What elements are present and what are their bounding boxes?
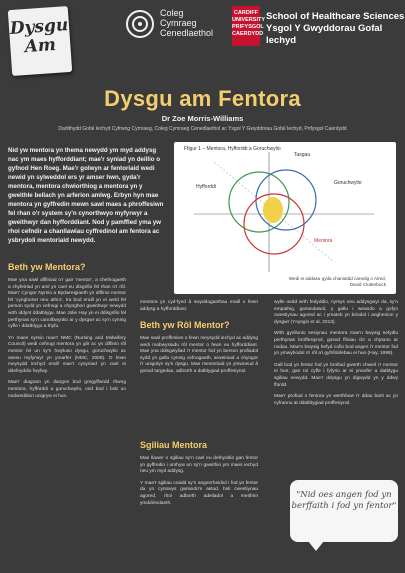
- col1-paragraph: Yn maes nyrsio mae'r NMC (Nursing and Midwifery Council) wedi cefnogi mentora yn glir ac yn diffinio rôl mentor fel un sy'n hwyluso dysgu, goruchwylio ac asesu myfyrwyr yn ymarfer (NMC, 2008). O fewn meysydd iechyd eraill mae'r cysyniad yn cael ei ddefnyddio fwyfwy.: [8, 335, 126, 374]
- coleg-line2: Cymraeg: [160, 18, 197, 28]
- heading-sgiliau: Sgiliau Mentora: [140, 440, 208, 450]
- column-2-top: [140, 300, 258, 318]
- col1-paragraph: Mae'r diagram yn dangos bod gorgyffwrdd rhwng mentora, hyfforddi a goruchwylio, ond bod i bob un nodweddion unigryw ei hun.: [8, 380, 126, 399]
- school-en: School of Healthcare Sciences: [266, 11, 405, 22]
- affiliation: Darlithydd Gofal Iechyd Cyfrwng Cymraeg, Coleg Cymraeg Cenedlaethol ac Ysgol Y Gwyddorau Gofal Iechyd, Prifysgol Caerdydd: [58, 126, 347, 132]
- col3-paragraph: wylle oedd wrth fedyddio, nyrsys neu addysgwyr da, sy'n empathig, gwrandawol, y gallu i weando a gofyn cwestiynau agored ac i ymateb yn briodol i anghenion y dysgwr (Ynysgin et al, 2013).: [274, 300, 398, 325]
- cardiff-line1: CARDIFF: [233, 10, 259, 16]
- col3-paragraph: Mae'r profiad o fentora yn werthfawr i'r ddau barti ac yn cyfrannu at ddatblygiad proffesiynol.: [274, 394, 398, 406]
- dysgu-am-badge: [8, 6, 72, 76]
- header: [0, 0, 405, 82]
- coleg-logo-text: [160, 8, 213, 38]
- coleg-logo-icon: [125, 9, 155, 39]
- col2-paragraph: mentora yn cyd-fynd â swyddogaethau eraill o fewn addysg a hyfforddiant.: [140, 300, 258, 312]
- figure-note: Wedi ei addasu gyda chaniatâd caredig o Alred, David Clutterbuck: [288, 276, 386, 287]
- column-2-bottom: [140, 456, 258, 512]
- label-goruchwylio: Goruchwylio: [334, 180, 362, 186]
- cardiff-university-logo: [232, 6, 266, 46]
- venn-diagram: [174, 142, 396, 294]
- column-1: [8, 278, 126, 405]
- figure-caption: Ffigur 1 – Mentora, Hyfforddi a Goruchwylio: [184, 146, 281, 152]
- cardiff-line2: UNIVERSITY: [232, 17, 266, 23]
- goruchwylio-circle: [256, 170, 316, 230]
- col2-paragraph: Mae llawer o sgiliau sy'n cael eu defnyddio gan fentor yn gyffredin i unrhyw un sy'n gweithio ym maes iechyd neu ym myd addysg.: [140, 456, 258, 475]
- col2-paragraph: Y mae'r sgiliau craidd sy'n angenrheidiol i fod yn fentor da yn cynnwys gwrando'n astud, holi cwestiynau agored, rhoi adborth adeiladol a meithrin ymddiriedaeth.: [140, 480, 258, 506]
- school-cy: Ysgol Y Gwyddorau Gofal Iechyd: [266, 23, 383, 46]
- coleg-line1: Coleg: [160, 8, 184, 18]
- col3-paragraph: Wrth gynllunio sesiynau mentora mae'n bwysig sefydlu perthynas broffesiynol, gosod ffiniau clir a chytuno ar nodau. Mae'n bwysig hefyd cofio bod angen i'r mentor fod yn ymwybodol o'i rôl a'i gyfrifoldebau ei hun (Hay, 1999).: [274, 331, 398, 357]
- page-title: Dysgu am Fentora: [104, 86, 301, 111]
- cardiff-line4: CAERDYDD: [232, 31, 264, 37]
- school-name: [266, 11, 405, 47]
- author: Dr Zoe Morris-Williams: [161, 114, 244, 123]
- overlap-area: [263, 197, 283, 223]
- badge-line1: Dysgu: [9, 15, 69, 40]
- venn-figure: [174, 142, 396, 294]
- cardiff-line3: PRIFYSGOL: [232, 24, 264, 30]
- label-tasgau: Tasgau: [294, 152, 311, 158]
- column-2: [140, 336, 258, 381]
- label-hyfforddi: Hyfforddi: [196, 184, 216, 190]
- coleg-line3: Cenedlaethol: [160, 28, 214, 38]
- col1-paragraph: Mae yna sawl diffiniad o'r gair 'mentor', a chefnogaeth a chyfeiriad yn aml yn cael eu disgrifio fel rhan o'r rôl. Mae'r Cyngor Nyrsio a Bydwreigiaeth yn diffinio mentor fel 'cynghorwr neu athro', tra bod eraill yn ei weld fel person sydd yn cefnogi a chynghori gweithwyr newydd wrth iddynt ddatblygu. Mae Jolie Hay yn ei ddisgrifio fel perthynas sy'n canolbwyntio ar y dysgwr ac sy'n cynnig cyfle i ddatblygu a thyfu.: [8, 278, 126, 330]
- heading-beth-mentora: Beth yw Mentora?: [8, 262, 86, 272]
- col2-paragraph: Mae sawl proffesiwn o fewn meysydd iechyd ac addysg wedi mabwysiadu rôl mentor o fewn eu hyfforddiant. Mae yna ddisgwyliad i'r mentor fod yn berson profiadol sydd yn gallu cynnig cefnogaeth, arweiniad a chyngor i'r unigolyn sy'n dysgu. Mae mentoriaid yn ymwneud â gosod targedau, adborth a datblygiad proffesiynol.: [140, 336, 258, 374]
- intro-paragraph: Nid yw mentora yn thema newydd ym myd addysg nac ym maes hyfforddiant; mae'r syniad yn deillio o gyfnod Hen Roeg. Mae'r golwyn ar fentoriaid wedi newid yn sylweddol ers yr amser hwn, gyda'r mentora, mentora chwiorthiog a mentora yn y gweithle bellach yn arferion amlwg. Erbyn hyn mae mentora yn gyffredin mewn sawl maes a phroffesiwn fel rhan o'r system sy'n cynorthwyo myfyrwyr a gweithwyr dan hyfforddiant. Nod y pamffled yma yw rhoi cefndir a chanllawiau cyffredinol am fentora ac ysbrydoli mentoriaid newydd.: [8, 147, 164, 244]
- heading-beth-rol: Beth yw Rôl Mentor?: [140, 320, 230, 330]
- col3-paragraph: Gall bod yn fentor fod yn brofiad gwerth chweil i'r mentor ei hun, gan roi cyfle i fyfyrio ar ei ymarfer a datblygu sgiliau newydd. Mae'r ddysgu yn digwydd yn y ddwy ffordd.: [274, 362, 398, 388]
- quote-bubble: "Nid oes angen fod yn berffaith i fod yn fentor": [290, 480, 398, 542]
- badge-line2: Am: [24, 34, 57, 58]
- column-3: [274, 300, 398, 412]
- label-mentora: Mentora: [314, 238, 333, 244]
